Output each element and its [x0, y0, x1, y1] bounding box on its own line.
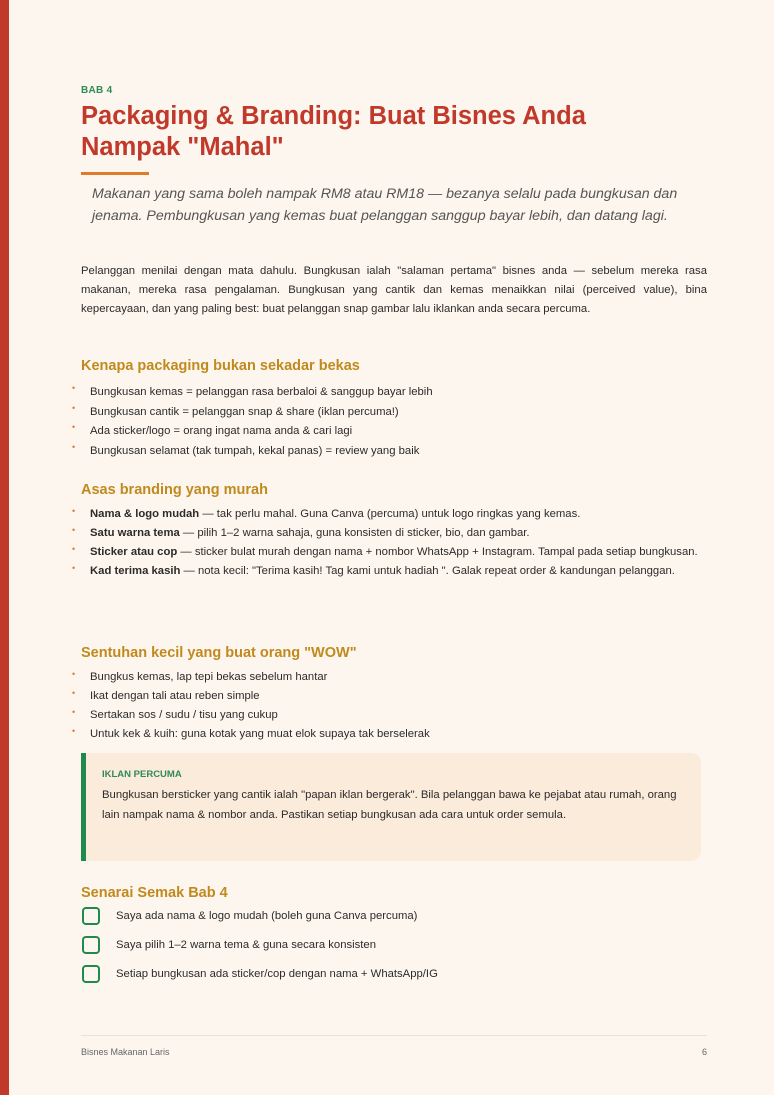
page-title: Packaging & Branding: Buat Bisnes Anda Nampak "Mahal" [81, 102, 586, 161]
checklist-heading: Senarai Semak Bab 4 [81, 885, 228, 901]
wow-list [72, 669, 707, 745]
intro-paragraph: Pelanggan menilai dengan mata dahulu. Bungkusan ialah "salaman pertama" bisnes anda — sebelum mereka rasa makanan, mereka rasa pengalaman. Bungkusan yang cantik dan kemas menaikkan nilai (perceived value), bina kepercayaan, dan yang paling best: buat pelanggan snap gambar lalu iklankan anda secara percuma. [81, 265, 707, 316]
lead-paragraph: Makanan yang sama boleh nampak RM8 atau RM18 — bezanya selalu pada bungkusan dan jenama. Pembungkusan yang kemas buat pelanggan sanggup bayar lebih, dan datang lagi. [92, 186, 678, 224]
list-item: • Satu warna tema — pilih 1–2 warna sahaja, guna konsisten di sticker, bio, dan gambar. [72, 525, 530, 539]
list-item: • Untuk kek & kuih: guna kotak yang muat elok supaya tak berselerak [72, 726, 430, 740]
bullet-icon: • [72, 726, 76, 736]
list-item: • Ikat dengan tali atau reben simple [72, 688, 260, 702]
page-number: 6 [701, 1047, 707, 1057]
callout-text: Bungkusan bersticker yang cantik ialah "papan iklan bergerak". Bila pelanggan bawa ke pejabat atau rumah, orang lain nampak nama & nombor anda. Pastikan setiap bungkusan ada cara untuk order semula. [102, 789, 677, 821]
list-item: • Bungkus kemas, lap tepi bekas sebelum hantar [72, 669, 328, 683]
checkbox-icon[interactable] [82, 936, 100, 954]
list-item: • Nama & logo mudah — tak perlu mahal. Guna Canva (percuma) untuk logo ringkas yang kemas. [72, 506, 581, 520]
why-list [72, 383, 707, 461]
bullet-icon: • [72, 544, 76, 554]
list-item: • Bungkusan cantik = pelanggan snap & share (iklan percuma!) [72, 402, 399, 418]
checklist-item[interactable]: Setiap bungkusan ada sticker/cop dengan nama + WhatsApp/IG [82, 965, 438, 994]
footer-book-title: Bisnes Makanan Laris [81, 1047, 170, 1057]
bullet-icon: • [72, 441, 76, 452]
list-item: • Bungkusan kemas = pelanggan rasa berbaloi & sanggup bayar lebih [72, 383, 433, 398]
list-item: • Sticker atau cop — sticker bulat murah dengan nama + nombor WhatsApp + Instagram. Tampal pada setiap bungkusan. [72, 544, 698, 558]
bullet-icon: • [72, 525, 76, 535]
list-item: • Kad terima kasih — nota kecil: "Terima kasih! Tag kami untuk hadiah ". Galak repeat order & kandungan pelanggan. [72, 563, 675, 577]
checklist [82, 907, 438, 994]
page-edge-bar [0, 0, 9, 1095]
bullet-icon: • [72, 506, 76, 516]
branding-list [72, 506, 707, 582]
bullet-icon: • [72, 707, 76, 717]
checklist-item[interactable]: Saya pilih 1–2 warna tema & guna secara konsisten [82, 936, 438, 965]
bullet-icon: • [72, 688, 76, 698]
section-heading-wow: Sentuhan kecil yang buat orang "WOW" [81, 645, 357, 661]
bullet-icon: • [72, 422, 76, 432]
footer-divider [81, 1035, 707, 1036]
bullet-icon: • [72, 402, 76, 413]
title-underline [81, 172, 149, 175]
bullet-icon: • [72, 383, 76, 393]
section-heading-branding: Asas branding yang murah [81, 482, 268, 498]
list-item: • Ada sticker/logo = orang ingat nama anda & cari lagi [72, 422, 353, 437]
bullet-icon: • [72, 669, 76, 679]
list-item: • Sertakan sos / sudu / tisu yang cukup [72, 707, 278, 721]
bullet-icon: • [72, 563, 76, 573]
checkbox-icon[interactable] [82, 965, 100, 983]
callout-label: IKLAN PERCUMA [102, 769, 182, 780]
list-item: • Bungkusan selamat (tak tumpah, kekal panas) = review yang baik [72, 441, 420, 457]
checklist-item[interactable]: Saya ada nama & logo mudah (boleh guna Canva percuma) [82, 907, 438, 936]
checkbox-icon[interactable] [82, 907, 100, 925]
chapter-label: BAB 4 [81, 85, 113, 96]
section-heading-why: Kenapa packaging bukan sekadar bekas [81, 358, 360, 374]
free-ad-callout [81, 753, 701, 861]
